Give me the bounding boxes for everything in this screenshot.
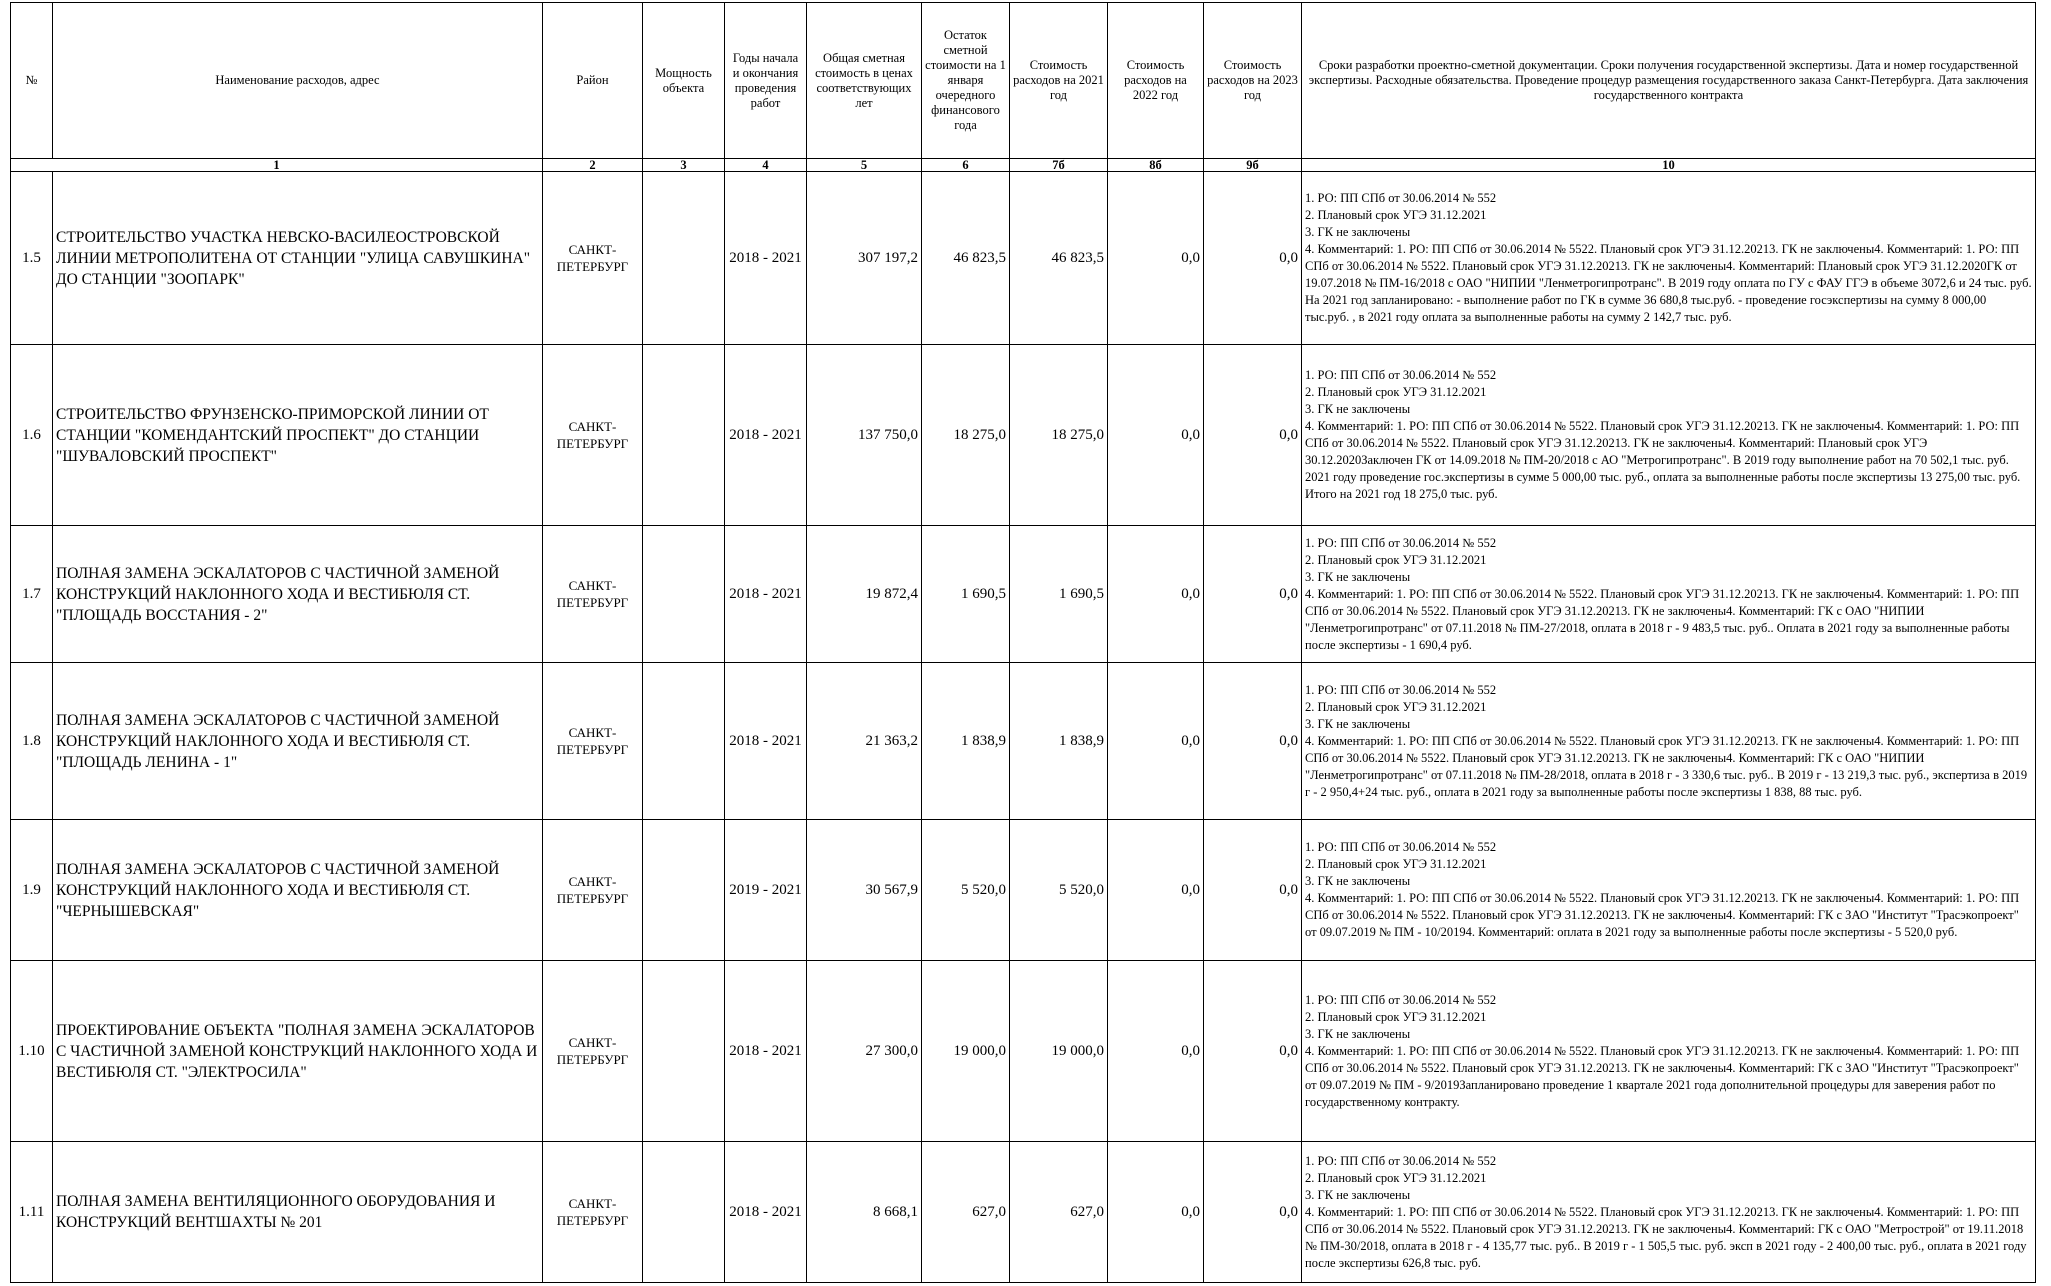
header-cost-2021: Стоимость расходов на 2021 год [1010, 3, 1108, 159]
notes: 1. РО: ПП СПб от 30.06.2014 № 552 2. Плановый срок УГЭ 31.12.2021 3. ГК не заключены 4. Комментарий: 1. РО: ПП СПб от 30.06.2014 № 552⁠2. Плановый срок УГЭ 31.12.2021⁠3. ГК не заключены⁠4. Комментарий: 1. РО: ПП СПб от 30.06.2014 № 552⁠2. Плановый срок УГЭ 31.12.2021⁠3. ГК не заключены⁠4. Комментарий: Плановый срок УГЭ 30.12.2020⁠⁠Заключен ГК от 14.09.2018 № ПМ-20/2018 с АО "Метрогипротранс". ⁠⁠В 2019 году выполнение работ на 70 502,1 тыс. руб. 2021 году проведение гос.экспертизы в сумме 5 000,00 тыс. руб., оплата за выполненные работы после экспертизы 13 275,00 тыс. руб. ⁠⁠Итого на 2021 год 18 275,0 тыс. руб. [1302, 345, 2036, 526]
column-number-row [11, 159, 2036, 172]
remainder-cost: 18 275,0 [922, 345, 1010, 526]
expense-name: СТРОИТЕЛЬСТВО ФРУНЗЕНСКО-ПРИМОРСКОЙ ЛИНИИ ОТ СТАНЦИИ "КОМЕНДАНТСКИЙ ПРОСПЕКТ" ДО СТАНЦИИ "ШУВАЛОВСКИЙ ПРОСПЕКТ" [53, 345, 543, 526]
expense-name: СТРОИТЕЛЬСТВО УЧАСТКА НЕВСКО-ВАСИЛЕОСТРОВСКОЙ ЛИНИИ МЕТРОПОЛИТЕНА ОТ СТАНЦИИ "УЛИЦА САВУШКИНА" ДО СТАНЦИИ "ЗООПАРК" [53, 172, 543, 345]
table-row [11, 961, 2036, 1142]
cost-2022: 0,0 [1108, 172, 1204, 345]
work-years: 2018 - 2021 [725, 172, 807, 345]
header-district: Район [543, 3, 643, 159]
table-row [11, 345, 2036, 526]
cost-2022: 0,0 [1108, 663, 1204, 820]
capacity [643, 1142, 725, 1283]
cost-2023: 0,0 [1204, 526, 1302, 663]
capacity [643, 172, 725, 345]
cost-2022: 0,0 [1108, 961, 1204, 1142]
total-cost: 137 750,0 [807, 345, 922, 526]
column-number: 2 [543, 159, 643, 172]
cost-2022: 0,0 [1108, 820, 1204, 961]
remainder-cost: 46 823,5 [922, 172, 1010, 345]
column-number: 3 [643, 159, 725, 172]
cost-2022: 0,0 [1108, 345, 1204, 526]
cost-2023: 0,0 [1204, 663, 1302, 820]
table-row [11, 526, 2036, 663]
column-number: 6 [922, 159, 1010, 172]
remainder-cost: 19 000,0 [922, 961, 1010, 1142]
work-years: 2018 - 2021 [725, 526, 807, 663]
table-row [11, 172, 2036, 345]
expense-name: ПОЛНАЯ ЗАМЕНА ВЕНТИЛЯЦИОННОГО ОБОРУДОВАНИЯ И КОНСТРУКЦИЙ ВЕНТШАХТЫ № 201 [53, 1142, 543, 1283]
capacity [643, 663, 725, 820]
cost-2021: 46 823,5 [1010, 172, 1108, 345]
total-cost: 30 567,9 [807, 820, 922, 961]
district: САНКТ-ПЕТЕРБУРГ [543, 172, 643, 345]
header-total: Общая сметная стоимость в ценах соответствующих лет [807, 3, 922, 159]
cost-2021: 19 000,0 [1010, 961, 1108, 1142]
remainder-cost: 5 520,0 [922, 820, 1010, 961]
work-years: 2018 - 2021 [725, 961, 807, 1142]
work-years: 2018 - 2021 [725, 663, 807, 820]
table-row [11, 820, 2036, 961]
header-remainder: Остаток сметной стоимости на 1 января очередного финансового года [922, 3, 1010, 159]
district: САНКТ-ПЕТЕРБУРГ [543, 526, 643, 663]
cost-2023: 0,0 [1204, 345, 1302, 526]
row-number: 1.8 [11, 663, 53, 820]
row-number: 1.7 [11, 526, 53, 663]
expense-name: ПОЛНАЯ ЗАМЕНА ЭСКАЛАТОРОВ С ЧАСТИЧНОЙ ЗАМЕНОЙ КОНСТРУКЦИЙ НАКЛОННОГО ХОДА И ВЕСТИБЮЛЯ СТ. "ПЛОЩАДЬ ВОССТАНИЯ - 2" [53, 526, 543, 663]
row-number: 1.10 [11, 961, 53, 1142]
table-row [11, 1142, 2036, 1283]
header-row [11, 3, 2036, 159]
total-cost: 21 363,2 [807, 663, 922, 820]
remainder-cost: 1 838,9 [922, 663, 1010, 820]
notes: 1. РО: ПП СПб от 30.06.2014 № 552 2. Плановый срок УГЭ 31.12.2021 3. ГК не заключены 4. Комментарий: 1. РО: ПП СПб от 30.06.2014 № 552⁠2. Плановый срок УГЭ 31.12.2021⁠3. ГК не заключены⁠4. Комментарий: 1. РО: ПП СПб от 30.06.2014 № 552⁠2. Плановый срок УГЭ 31.12.2021⁠3. ГК не заключены⁠4. Комментарий: ГК с ЗАО "Институт "Трасэкопроект" от 09.07.2019 № ПМ - 10/2019⁠4. Комментарий: оплата в 2021 году за выполненные работы после экспертизы - 5 520,0 руб. [1302, 820, 2036, 961]
notes: 1. РО: ПП СПб от 30.06.2014 № 552 2. Плановый срок УГЭ 31.12.2021 3. ГК не заключены 4. Комментарий: 1. РО: ПП СПб от 30.06.2014 № 552⁠2. Плановый срок УГЭ 31.12.2021⁠3. ГК не заключены⁠4. Комментарий: 1. РО: ПП СПб от 30.06.2014 № 552⁠2. Плановый срок УГЭ 31.12.2021⁠3. ГК не заключены⁠4. Комментарий: ГК с ОАО "Метрострой" от 19.11.2018 № ПМ-30/2018, оплата в 2018 г - 4 135,77 тыс. руб.. В 2019 г - 1 505,5 тыс. руб. эксп в 2021 году - 2 400,00 тыс. руб., оплата в 2021 году после экспертизы 626,8 тыс. руб. [1302, 1142, 2036, 1283]
cost-2021: 627,0 [1010, 1142, 1108, 1283]
row-number: 1.11 [11, 1142, 53, 1283]
work-years: 2019 - 2021 [725, 820, 807, 961]
expense-name: ПОЛНАЯ ЗАМЕНА ЭСКАЛАТОРОВ С ЧАСТИЧНОЙ ЗАМЕНОЙ КОНСТРУКЦИЙ НАКЛОННОГО ХОДА И ВЕСТИБЮЛЯ СТ. "ПЛОЩАДЬ ЛЕНИНА - 1" [53, 663, 543, 820]
work-years: 2018 - 2021 [725, 345, 807, 526]
district: САНКТ-ПЕТЕРБУРГ [543, 1142, 643, 1283]
total-cost: 8 668,1 [807, 1142, 922, 1283]
header-years: Годы начала и окончания проведения работ [725, 3, 807, 159]
total-cost: 19 872,4 [807, 526, 922, 663]
notes: 1. РО: ПП СПб от 30.06.2014 № 552 2. Плановый срок УГЭ 31.12.2021 3. ГК не заключены 4. Комментарий: 1. РО: ПП СПб от 30.06.2014 № 552⁠2. Плановый срок УГЭ 31.12.2021⁠3. ГК не заключены⁠4. Комментарий: 1. РО: ПП СПб от 30.06.2014 № 552⁠2. Плановый срок УГЭ 31.12.2021⁠3. ГК не заключены⁠4. Комментарий: ГК с ОАО "НИПИИ "Ленметрогипротранс" от 07.11.2018 № ПМ-28/2018, оплата в 2018 г - 3 330,6 тыс. руб.. ⁠⁠В 2019 г - 13 219,3 тыс. руб., экспертиза в 2019 г - 2 950,4+24 тыс. руб., оплата в 2021 году за выполненные работы после экспертизы 1 838, 88 тыс. руб. [1302, 663, 2036, 820]
header-cost-2022: Стоимость расходов на 2022 год [1108, 3, 1204, 159]
header-notes: Сроки разработки проектно-сметной документации. Сроки получения государственной экспертизы. Дата и номер государственной экспертизы. Расходные обязательства. Проведение процедур размещения государственного заказа Санкт-Петербурга. Дата заключения государственного контракта [1302, 3, 2036, 159]
cost-2023: 0,0 [1204, 172, 1302, 345]
capacity [643, 345, 725, 526]
column-number: 4 [725, 159, 807, 172]
notes: 1. РО: ПП СПб от 30.06.2014 № 552 2. Плановый срок УГЭ 31.12.2021 3. ГК не заключены 4. Комментарий: 1. РО: ПП СПб от 30.06.2014 № 552⁠2. Плановый срок УГЭ 31.12.2021⁠3. ГК не заключены⁠4. Комментарий: 1. РО: ПП СПб от 30.06.2014 № 552⁠2. Плановый срок УГЭ 31.12.2021⁠3. ГК не заключены⁠4. Комментарий: ГК с ЗАО "Институт "Трасэкопроект" от 09.07.2019 № ПМ - 9/2019⁠⁠Запланировано проведение 1 квартале 2021 года дополнительной процедуры для заверения работ по государственному контракту. [1302, 961, 2036, 1142]
row-number: 1.9 [11, 820, 53, 961]
cost-2021: 1 690,5 [1010, 526, 1108, 663]
capacity [643, 526, 725, 663]
cost-2023: 0,0 [1204, 1142, 1302, 1283]
district: САНКТ-ПЕТЕРБУРГ [543, 961, 643, 1142]
total-cost: 27 300,0 [807, 961, 922, 1142]
header-cost-2023: Стоимость расходов на 2023 год [1204, 3, 1302, 159]
capacity [643, 820, 725, 961]
row-number: 1.6 [11, 345, 53, 526]
cost-2023: 0,0 [1204, 961, 1302, 1142]
column-number: 5 [807, 159, 922, 172]
expense-name: ПОЛНАЯ ЗАМЕНА ЭСКАЛАТОРОВ С ЧАСТИЧНОЙ ЗАМЕНОЙ КОНСТРУКЦИЙ НАКЛОННОГО ХОДА И ВЕСТИБЮЛЯ СТ. "ЧЕРНЫШЕВСКАЯ" [53, 820, 543, 961]
column-number: 9б [1204, 159, 1302, 172]
expense-table [10, 2, 2036, 1283]
cost-2023: 0,0 [1204, 820, 1302, 961]
district: САНКТ-ПЕТЕРБУРГ [543, 820, 643, 961]
remainder-cost: 1 690,5 [922, 526, 1010, 663]
notes: 1. РО: ПП СПб от 30.06.2014 № 552 2. Плановый срок УГЭ 31.12.2021 3. ГК не заключены 4. Комментарий: 1. РО: ПП СПб от 30.06.2014 № 552⁠2. Плановый срок УГЭ 31.12.2021⁠3. ГК не заключены⁠4. Комментарий: 1. РО: ПП СПб от 30.06.2014 № 552⁠2. Плановый срок УГЭ 31.12.2021⁠3. ГК не заключены⁠4. Комментарий: ГК с ОАО "НИПИИ "Ленметрогипротранс" от 07.11.2018 № ПМ-27/2018, оплата в 2018 г - 9 483,5 тыс. руб.. ⁠⁠Оплата в 2021 году за выполненные работы после экспертизы - 1 690,4 руб. [1302, 526, 2036, 663]
work-years: 2018 - 2021 [725, 1142, 807, 1283]
column-number: 1 [11, 159, 543, 172]
column-number: 8б [1108, 159, 1204, 172]
cost-2022: 0,0 [1108, 526, 1204, 663]
cost-2021: 5 520,0 [1010, 820, 1108, 961]
cost-2022: 0,0 [1108, 1142, 1204, 1283]
total-cost: 307 197,2 [807, 172, 922, 345]
cost-2021: 18 275,0 [1010, 345, 1108, 526]
remainder-cost: 627,0 [922, 1142, 1010, 1283]
expense-name: ПРОЕКТИРОВАНИЕ ОБЪЕКТА "ПОЛНАЯ ЗАМЕНА ЭСКАЛАТОРОВ С ЧАСТИЧНОЙ ЗАМЕНОЙ КОНСТРУКЦИЙ НАКЛОННОГО ХОДА И ВЕСТИБЮЛЯ СТ. "ЭЛЕКТРОСИЛА" [53, 961, 543, 1142]
header-name: Наименование расходов, адрес [53, 3, 543, 159]
row-number: 1.5 [11, 172, 53, 345]
district: САНКТ-ПЕТЕРБУРГ [543, 663, 643, 820]
header-capacity: Мощность объекта [643, 3, 725, 159]
notes: 1. РО: ПП СПб от 30.06.2014 № 552 2. Плановый срок УГЭ 31.12.2021 3. ГК не заключены 4. Комментарий: 1. РО: ПП СПб от 30.06.2014 № 552⁠2. Плановый срок УГЭ 31.12.2021⁠3. ГК не заключены⁠4. Комментарий: 1. РО: ПП СПб от 30.06.2014 № 552⁠2. Плановый срок УГЭ 31.12.2021⁠3. ГК не заключены⁠4. Комментарий: Плановый срок УГЭ 31.12.2020⁠⁠ГК от 19.07.2018 № ПМ-16/2018 с ОАО "НИПИИ "Ленметрогипротранс". ⁠⁠В 2019 году оплата по ГУ с ФАУ ГГЭ в объеме 3072,6 и 24 тыс. руб. ⁠⁠На 2021 год запланировано:⁠ - выполнение работ по ГК в сумме 36 680,8 тыс.руб. - проведение госэкспертизы на сумму 8 000,00 тыс.руб. , в 2021 году оплата за выполненные работы на сумму 2 142,7 тыс. руб. [1302, 172, 2036, 345]
header-no: № [11, 3, 53, 159]
table-row [11, 663, 2036, 820]
column-number: 10 [1302, 159, 2036, 172]
capacity [643, 961, 725, 1142]
cost-2021: 1 838,9 [1010, 663, 1108, 820]
column-number: 7б [1010, 159, 1108, 172]
district: САНКТ-ПЕТЕРБУРГ [543, 345, 643, 526]
